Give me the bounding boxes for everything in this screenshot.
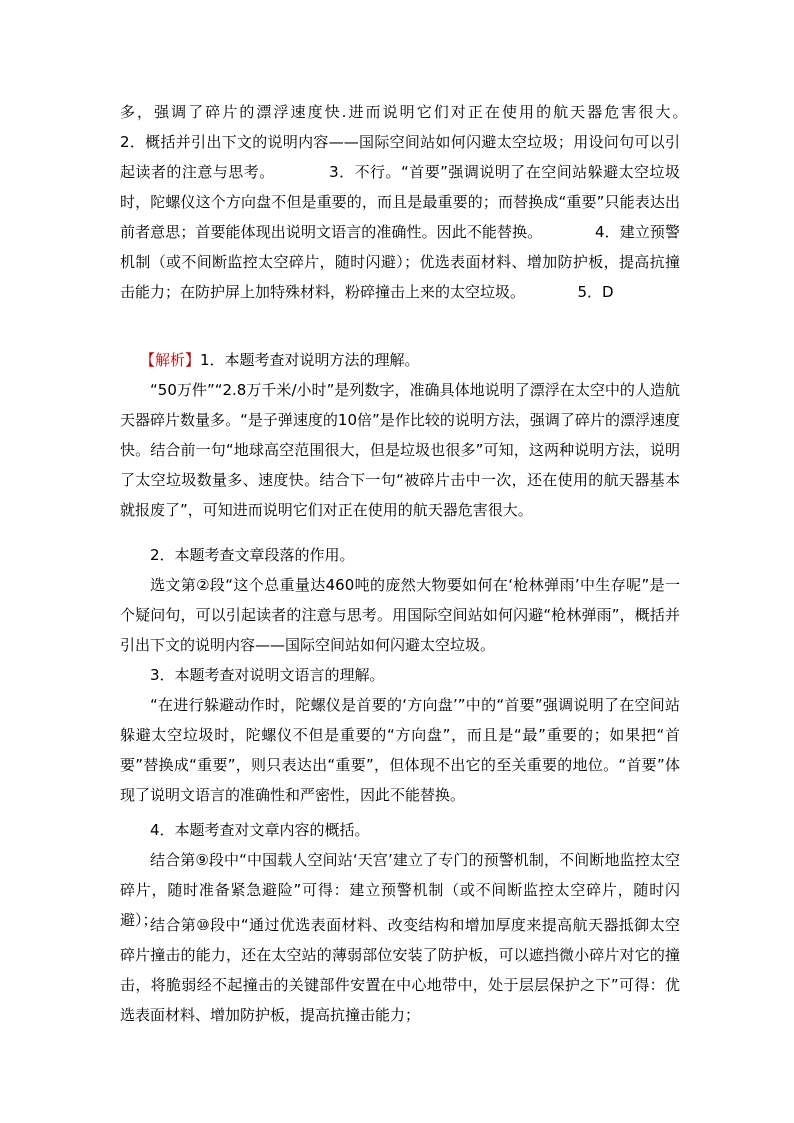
q3-explanation: “在进行躲避动作时，陀螺仪是首要的‘方向盘’”中的“首要”强调说明了在空间站躲避太空垃圾时，陀螺仪不但是重要的“方向盘”，而且是“最”重要的；如果把“首要”替换成“重要”，则只表达出“重要”，但体现不出它的至关重要的地位。“首要”体现了说明文语言的准确性和严密性，因此不能替换。 <box>120 696 680 804</box>
q2-heading: 2．本题考查文章段落的作用。 <box>150 546 355 564</box>
answer-key-paragraph: 多，强调了碎片的漂浮速度快.进而说明它们对正在使用的航天器危害很大。 2．概括并引出下文的说明内容——国际空间站如何闪避太空垃圾；用设问句可以引起读者的注意与思考。 3．不行。“首要”强调说明了在空间站躲避太空垃圾时，陀螺仪这个方向盘不但是重要的，而且是最重要的；而替换成“重要”只能表达出前者意思；首要能体现出说明文语言的准确性。因此不能替换。 4．建立预警机制（或不间断监控太空碎片，随时闪避）；优选表面材料、增加防护板，提高抗撞击能力；在防护屏上加特殊材料，粉碎撞击上来的太空垃圾。 5．D <box>120 103 741 301</box>
analysis-heading <box>120 345 680 375</box>
q4-heading: 4．本题考查对文章内容的概括。 <box>150 821 370 839</box>
analysis-tag: 【解析】 <box>140 351 201 369</box>
q4-explanation-part1: 结合第⑨段中“中国载人空间站‘天宫’建立了专门的预警机制，不间断地监控太空碎片，随时准备紧急避险”可得：建立预警机制（或不间断监控太空碎片，随时闪避）； <box>120 851 680 929</box>
q1-heading: 1．本题考查对说明方法的理解。 <box>200 351 420 369</box>
q2-explanation: 选文第②段“这个总重量达460吨的庞然大物要如何在‘枪林弹雨’中生存呢”是一个疑问句，可以引起读者的注意与思考。用国际空间站如何闪避“枪林弹雨”，概括并引出下文的说明内容——国际空间站如何闪避太空垃圾。 <box>120 576 680 654</box>
q4-explanation-part2: 结合第⑩段中“通过优选表面材料、改变结构和增加厚度来提高航天器抵御太空碎片撞击的能力，还在太空站的薄弱部位安装了防护板，可以遮挡微小碎片对它的撞击，将脆弱经不起撞击的关键部件安置在中心地带中，处于层层保护之下”可得：优选表面材料、增加防护板，提高抗撞击能力； <box>120 916 680 1024</box>
q3-heading: 3．本题考查对说明文语言的理解。 <box>150 666 385 684</box>
q1-explanation: “50万件”“2.8万千米/小时”是列数字，准确具体地说明了漂浮在太空中的人造航天器碎片数量多。“是子弹速度的10倍”是作比较的说明方法，强调了碎片的漂浮速度快。结合前一句“地球高空范围很大，但是垃圾也很多”可知，这两种说明方法，说明了太空垃圾数量多、速度快。结合下一句“被碎片击中一次，还在使用的航天器基本就报废了”，可知进而说明它们对正在使用的航天器危害很大。 <box>120 381 680 519</box>
